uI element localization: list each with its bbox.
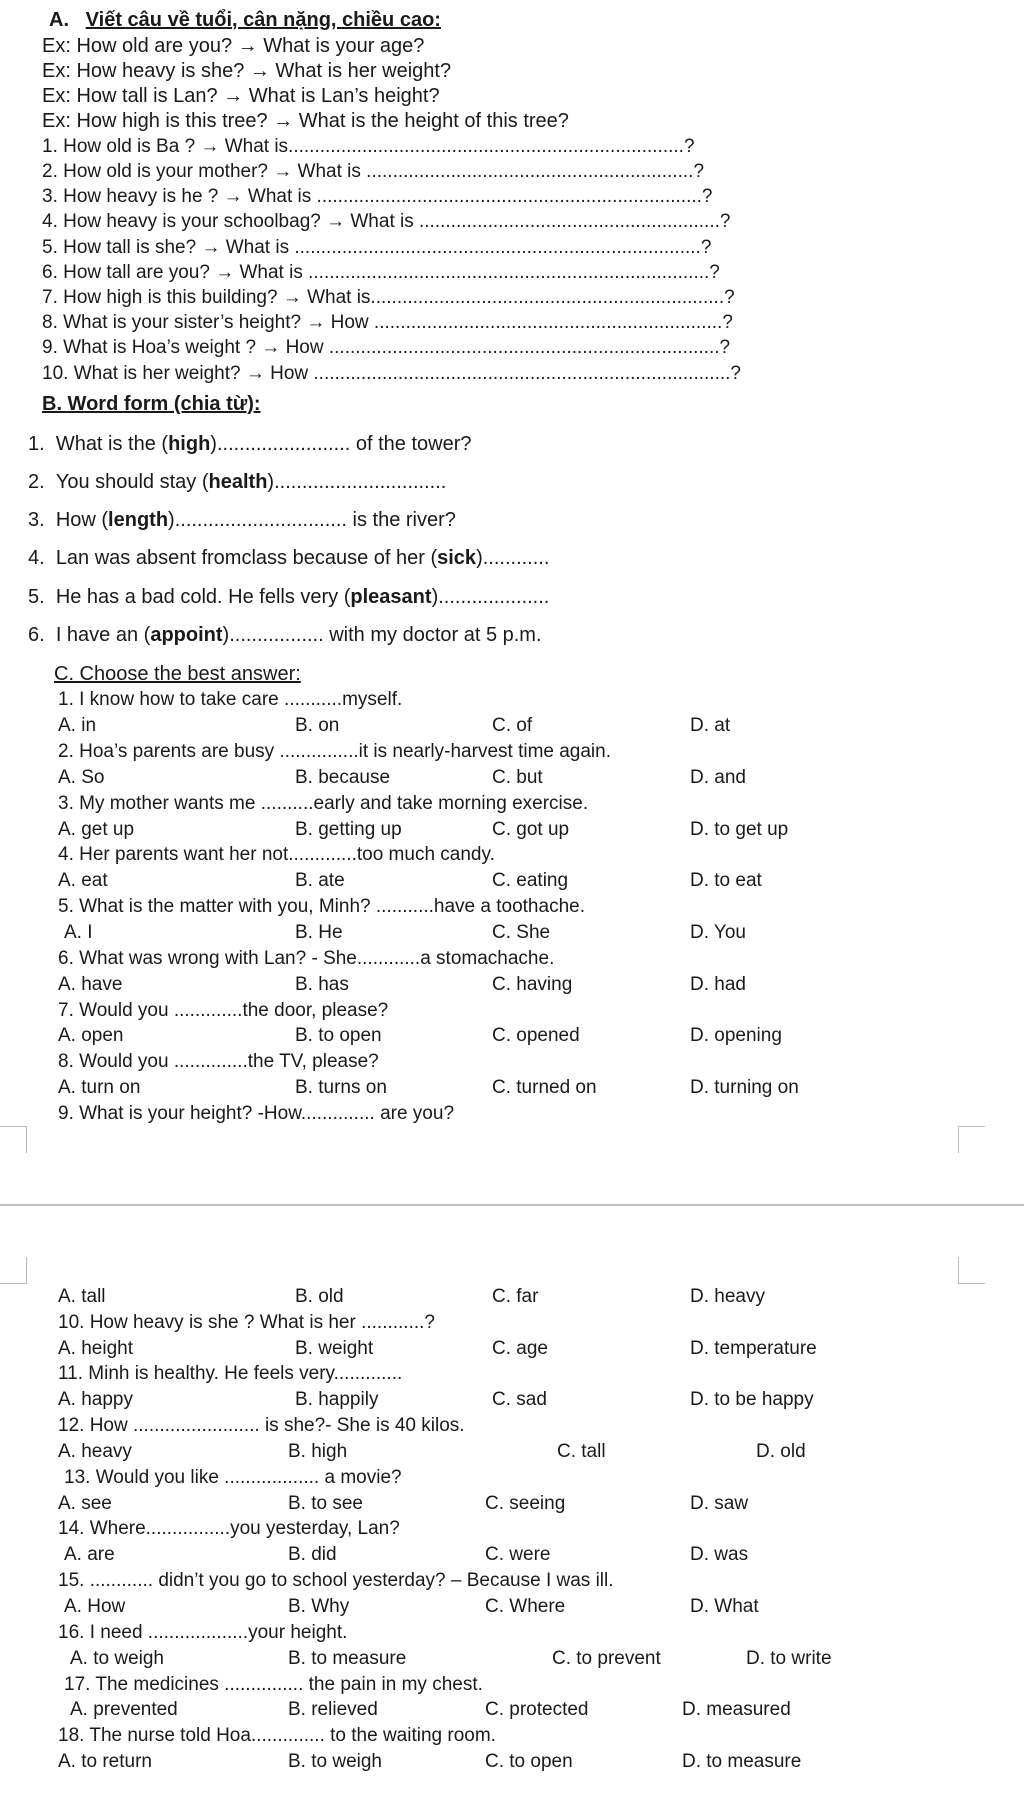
option: B. He: [295, 922, 343, 943]
option: C. She: [492, 922, 551, 943]
option: C. tall: [557, 1441, 606, 1462]
rewrite-item: 8. What is your sister’s height? → How ..................................................................?: [42, 312, 733, 333]
option: D. You: [690, 922, 746, 943]
option: B. to measure: [288, 1648, 407, 1669]
rewrite-item: 10. What is her weight? → How ...............................................................................?: [42, 363, 741, 384]
item-text: Lan was absent fromclass because of her (: [55, 547, 438, 569]
rewrite-item: 2. How old is your mother? → What is ..............................................................?: [42, 161, 705, 182]
option: D. opening: [690, 1025, 782, 1046]
option: C. to open: [485, 1751, 573, 1772]
section-b-heading: [42, 392, 261, 416]
rewrite-item: 3. How heavy is he ? → What is .........................................................................?: [42, 186, 713, 207]
item-number: 3.: [28, 509, 45, 531]
option: D. saw: [690, 1493, 749, 1514]
question-text: 14. Where................you yesterday, Lan?: [58, 1518, 400, 1539]
option: B. relieved: [288, 1699, 378, 1720]
option: A. tall: [58, 1286, 106, 1307]
option: C. Where: [485, 1596, 566, 1617]
item-text: )............: [476, 547, 550, 569]
question-text: 1. I know how to take care ...........myself.: [58, 689, 403, 710]
item-number: 5.: [28, 586, 45, 608]
option: D. to measure: [682, 1751, 802, 1772]
option: C. to prevent: [552, 1648, 661, 1669]
option: D. was: [690, 1544, 749, 1565]
question-text: 12. How ........................ is she?- She is 40 kilos.: [58, 1415, 465, 1436]
option: A. open: [58, 1025, 124, 1046]
item-text: )...............................: [267, 471, 447, 493]
option: B. old: [295, 1286, 344, 1307]
option: B. weight: [295, 1338, 374, 1359]
option: D. What: [690, 1596, 759, 1617]
option: A. see: [58, 1493, 112, 1514]
option: B. getting up: [295, 819, 402, 840]
word-form-item: [28, 432, 472, 456]
option: B. did: [288, 1544, 337, 1565]
rewrite-item: 6. How tall are you? → What is ............................................................................?: [42, 262, 720, 283]
option: A. turn on: [58, 1077, 141, 1098]
option: C. having: [492, 974, 573, 995]
keyword: high: [168, 433, 211, 455]
section-c-title: C. Choose the best answer:: [54, 663, 301, 685]
question-text: 5. What is the matter with you, Minh? ...........have a toothache.: [58, 896, 585, 917]
option: D. to write: [746, 1648, 832, 1669]
option: C. seeing: [485, 1493, 566, 1514]
example-line: Ex: How tall is Lan? → What is Lan’s height?: [42, 85, 440, 107]
option: D. measured: [682, 1699, 791, 1720]
option: B. to open: [295, 1025, 382, 1046]
item-text: )............................... is the river?: [168, 509, 456, 531]
item-number: 2.: [28, 471, 45, 493]
option: A. are: [64, 1544, 115, 1565]
question-text: 10. How heavy is she ? What is her ............?: [58, 1312, 435, 1333]
item-text: )........................ of the tower?: [210, 433, 472, 455]
option: B. turns on: [295, 1077, 387, 1098]
option: C. eating: [492, 870, 569, 891]
question-text: 7. Would you .............the door, please?: [58, 1000, 389, 1021]
rewrite-item: 1. How old is Ba ? → What is...........................................................................?: [42, 136, 695, 157]
item-text: He has a bad cold. He fells very (: [55, 586, 351, 608]
option: A. have: [58, 974, 123, 995]
option: B. ate: [295, 870, 345, 891]
option: D. to get up: [690, 819, 789, 840]
keyword: pleasant: [350, 586, 432, 608]
option: A. How: [64, 1596, 126, 1617]
question-text: 2. Hoa’s parents are busy ...............it is nearly-harvest time again.: [58, 741, 612, 762]
item-text: I have an (: [55, 624, 151, 646]
option: D. had: [690, 974, 746, 995]
item-text: You should stay (: [55, 471, 209, 493]
section-b-title: B. Word form (chia từ):: [42, 393, 261, 415]
section-c-heading: [54, 662, 301, 686]
section-a-title: Viết câu về tuổi, cân nặng, chiều cao:: [85, 9, 441, 31]
page-divider: [0, 1204, 1024, 1206]
option: A. eat: [58, 870, 108, 891]
keyword: health: [208, 471, 268, 493]
option: A. in: [58, 715, 97, 736]
keyword: appoint: [150, 624, 223, 646]
item-number: 4.: [28, 547, 45, 569]
example-line: Ex: How old are you? → What is your age?: [42, 35, 425, 57]
question-text: 16. I need ...................your height.: [58, 1622, 348, 1643]
option: A. I: [64, 922, 93, 943]
option: A. get up: [58, 819, 135, 840]
option: B. to weigh: [288, 1751, 382, 1772]
option: A. So: [58, 767, 105, 788]
option: B. on: [295, 715, 340, 736]
example-line: Ex: How high is this tree? → What is the height of this tree?: [42, 110, 569, 132]
section-a-label: A.: [49, 9, 69, 31]
option: C. but: [492, 767, 543, 788]
option: D. turning on: [690, 1077, 799, 1098]
option: C. far: [492, 1286, 539, 1307]
page-corner-mark: [958, 1257, 985, 1284]
option: C. age: [492, 1338, 548, 1359]
page-corner-mark: [0, 1257, 27, 1284]
rewrite-item: 4. How heavy is your schoolbag? → What is .........................................................?: [42, 211, 731, 232]
question-text: 18. The nurse told Hoa.............. to the waiting room.: [58, 1725, 496, 1746]
option: C. sad: [492, 1389, 547, 1410]
option: A. prevented: [70, 1699, 178, 1720]
item-text: )................. with my doctor at 5 p.m.: [222, 624, 542, 646]
item-text: )....................: [431, 586, 550, 608]
option: D. to eat: [690, 870, 762, 891]
option: D. to be happy: [690, 1389, 814, 1410]
example-line: Ex: How heavy is she? → What is her weight?: [42, 60, 452, 82]
section-a-heading: [49, 8, 441, 32]
option: C. were: [485, 1544, 551, 1565]
option: D. and: [690, 767, 746, 788]
word-form-item: [28, 585, 549, 609]
item-number: 1.: [28, 433, 45, 455]
option: D. heavy: [690, 1286, 765, 1307]
question-text: 15. ............ didn’t you go to school yesterday? – Because I was ill.: [58, 1570, 614, 1591]
keyword: sick: [437, 547, 477, 569]
question-text: 11. Minh is healthy. He feels very.............: [58, 1363, 403, 1384]
option: D. at: [690, 715, 731, 736]
rewrite-item: 7. How high is this building? → What is...................................................................?: [42, 287, 735, 308]
item-number: 6.: [28, 624, 45, 646]
option: A. to return: [58, 1751, 152, 1772]
rewrite-item: 5. How tall is she? → What is .............................................................................?: [42, 237, 712, 258]
option: B. has: [295, 974, 349, 995]
option: B. Why: [288, 1596, 350, 1617]
option: C. turned on: [492, 1077, 597, 1098]
question-text: 8. Would you ..............the TV, please?: [58, 1051, 379, 1072]
option: B. to see: [288, 1493, 363, 1514]
question-text: 9. What is your height? -How.............. are you?: [58, 1103, 455, 1124]
question-text: 17. The medicines ............... the pain in my chest.: [64, 1674, 483, 1695]
keyword: length: [108, 509, 169, 531]
option: A. happy: [58, 1389, 133, 1410]
word-form-item: [28, 470, 446, 494]
question-text: 3. My mother wants me ..........early and take morning exercise.: [58, 793, 589, 814]
option: A. to weigh: [70, 1648, 164, 1669]
word-form-item: [28, 623, 542, 647]
option: C. got up: [492, 819, 570, 840]
option: C. of: [492, 715, 533, 736]
page-corner-mark: [0, 1126, 27, 1153]
word-form-item: [28, 546, 549, 570]
option: D. old: [756, 1441, 806, 1462]
question-text: 4. Her parents want her not.............too much candy.: [58, 844, 495, 865]
option: A. height: [58, 1338, 133, 1359]
option: A. heavy: [58, 1441, 132, 1462]
question-text: 6. What was wrong with Lan? - She............a stomachache.: [58, 948, 555, 969]
item-text: What is the (: [55, 433, 169, 455]
rewrite-item: 9. What is Hoa’s weight ? → How ..........................................................................?: [42, 337, 731, 358]
option: C. protected: [485, 1699, 589, 1720]
option: B. because: [295, 767, 391, 788]
option: B. happily: [295, 1389, 379, 1410]
option: B. high: [288, 1441, 348, 1462]
page-corner-mark: [958, 1126, 985, 1153]
item-text: How (: [55, 509, 109, 531]
option: C. opened: [492, 1025, 580, 1046]
option: D. temperature: [690, 1338, 817, 1359]
question-text: 13. Would you like .................. a movie?: [64, 1467, 402, 1488]
word-form-item: [28, 508, 456, 532]
